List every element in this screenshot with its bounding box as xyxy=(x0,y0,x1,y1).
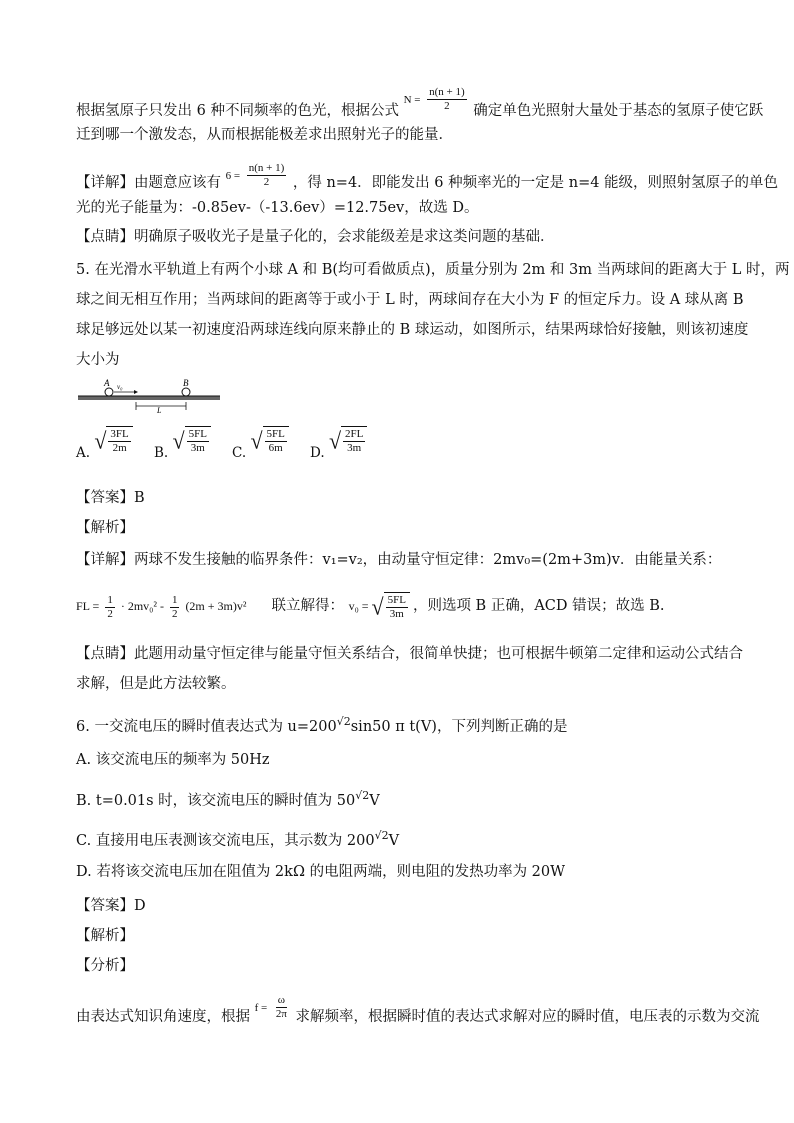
intro-line-2: 迁到哪一个激发态，从而根据能极差求出照射光子的能量． xyxy=(76,127,453,143)
label-l: L xyxy=(157,406,162,414)
option-d-den: 3m xyxy=(347,442,362,454)
q6-option-b-text: B. t=0.01s 时，该交流电压的瞬时值为 50 xyxy=(76,792,356,809)
q6-last-text-a: 由表达式知识角速度，根据 xyxy=(76,1008,250,1025)
q6-last-line xyxy=(76,994,760,1031)
q6-stem-b: sin50 π t(V)，下列判断正确的是 xyxy=(350,718,568,735)
q6-stem-a: 6. 一交流电压的瞬时值表达式为 u=200 xyxy=(76,718,337,735)
q6-answer: 【答案】D xyxy=(76,898,146,914)
formula-N-den: 2 xyxy=(444,100,450,112)
detail1-line-2: 光的光子能量为：-0.85ev-（-13.6ev）=12.75ev，故选 D。 xyxy=(76,200,479,216)
velocity-arrowhead xyxy=(134,390,138,394)
option-a-den: 2m xyxy=(112,442,127,454)
option-b-num: 5FL xyxy=(188,428,207,440)
formula-6-lhs: 6 = xyxy=(225,169,241,182)
q6-option-b-sqrt-2: 2 xyxy=(362,789,370,802)
option-c-sqrt: √ $\frac{5FL}{6m}$ xyxy=(250,426,288,456)
q6-option-b[interactable] xyxy=(76,786,380,811)
detail1-text-b: ，得 n=4．即能发出 6 种频率光的一定是 n=4 能级，则照射氢原子的单色 xyxy=(292,174,779,191)
q6-option-b-sqrt: √2 xyxy=(355,789,370,802)
option-a-sqrt: √ $\frac{3FL}{2m}$ xyxy=(94,426,132,456)
energy-tail: (2m + 3m)v² xyxy=(185,598,247,613)
intro-line-1 xyxy=(76,86,764,125)
v0-den: 3m xyxy=(389,608,404,620)
q5-analysis-heading: 【解析】 xyxy=(76,520,134,536)
option-b-den: 3m xyxy=(190,442,205,454)
track-surface xyxy=(78,396,220,400)
option-d-num: 2FL xyxy=(345,428,364,440)
option-c-den: 6m xyxy=(268,442,283,454)
q5-option-b[interactable] xyxy=(154,426,211,461)
q6-option-c-unit: V xyxy=(388,832,400,849)
intro-text-a: 根据氢原子只发出 6 种不同频率的色光，根据公式 xyxy=(76,102,399,119)
energy-half-den-1: 2 xyxy=(107,607,113,620)
q5-stem-line-3: 球足够远处以某一初速度沿两球连线向原来静止的 B 球运动，如图所示，结果两球恰好接触，则该初速度 xyxy=(76,322,749,338)
option-c-num: 5FL xyxy=(266,428,285,440)
detail1-text-a: 【详解】由题意应该有 xyxy=(76,174,221,191)
q5-detail-line-1: 【详解】两球不发生接触的临界条件：v₁=v₂，由动量守恒定律：2mv₀=(2m+3m)v．由能量关系： xyxy=(76,552,722,568)
formula-6 xyxy=(225,162,293,188)
q5-comment-line-1: 【点睛】此题用动量守恒定律与能量守恒关系结合，很简单快捷；也可根据牛顿第二定律和运动公式结合 xyxy=(76,646,743,662)
q6-option-b-unit: V xyxy=(369,792,380,809)
option-d-letter: D. xyxy=(310,444,325,461)
q5-v0-result: v₀ = √ $\frac{5FL}{3m}$ xyxy=(349,599,413,613)
q6-last-text-b: 求解频率，根据瞬时值的表达式求解对应的瞬时值，电压表的示数为交流 xyxy=(295,1008,760,1025)
q5-stem-line-2: 球之间无相互作用；当两球间的距离等于或小于 L 时，两球间存在大小为 F 的恒定斥力。设 A 球从离 B xyxy=(76,292,744,308)
label-a: A xyxy=(104,378,110,388)
v0-num: 5FL xyxy=(387,594,406,606)
q5-stem-line-4: 大小为 xyxy=(76,352,120,368)
formula-N-lhs: N = xyxy=(403,93,421,106)
q6-analysis-subheading: 【分析】 xyxy=(76,958,134,974)
q6-analysis-heading: 【解析】 xyxy=(76,928,134,944)
q6-stem-sqrt: √2 xyxy=(336,715,351,728)
detail1-line-1 xyxy=(76,162,779,197)
formula-N xyxy=(403,86,474,112)
q5-energy-formula xyxy=(76,593,249,620)
option-a-letter: A. xyxy=(76,444,91,461)
q6-stem xyxy=(76,712,567,737)
label-b: B xyxy=(183,378,189,388)
label-v0: v₀ xyxy=(117,383,123,391)
formula-N-num: n(n + 1) xyxy=(429,86,465,98)
q5-conclusion: ，则选项 B 正确，ACD 错误；故选 B. xyxy=(412,597,665,614)
formula-f-lhs: f = xyxy=(254,1001,268,1014)
formula-f-den: 2π xyxy=(275,1008,287,1020)
q5-stem-line-1: 5. 在光滑水平轨道上有两个小球 A 和 B(均可看做质点)，质量分别为 2m 和 3m 当两球间的距离大于 L 时，两 xyxy=(76,262,790,278)
q5-comment-line-2: 求解，但是此方法较繁。 xyxy=(76,676,236,692)
comment1-line: 【点睛】明确原子吸收光子是量子化的，会求能级差是求这类问题的基础． xyxy=(76,229,555,245)
q5-diagram xyxy=(76,374,224,414)
energy-lhs: FL = xyxy=(76,598,100,613)
q5-option-d[interactable] xyxy=(310,426,367,461)
energy-half-num-1: 1 xyxy=(107,593,113,606)
formula-f-num: ω xyxy=(277,994,286,1006)
q6-stem-sqrt-2: 2 xyxy=(343,715,351,728)
q5-option-c[interactable] xyxy=(232,426,289,461)
q6-option-c-sqrt-2: 2 xyxy=(381,829,389,842)
option-b-letter: B. xyxy=(154,444,169,461)
ball-a xyxy=(105,388,113,396)
formula-6-num: n(n + 1) xyxy=(248,162,285,174)
option-a-num: 3FL xyxy=(110,428,129,440)
q5-combined-solve-label: 联立解得： xyxy=(271,597,344,614)
q5-detail-line-2 xyxy=(76,592,665,622)
q5-option-a[interactable] xyxy=(76,426,133,461)
q6-option-a[interactable]: A. 该交流电压的频率为 50Hz xyxy=(76,752,270,768)
ball-b xyxy=(182,388,190,396)
q6-option-d[interactable]: D. 若将该交流电压加在阻值为 2kΩ 的电阻两端，则电阻的发热功率为 20W xyxy=(76,864,566,880)
q6-option-c-text: C. 直接用电压表测该交流电压，其示数为 200 xyxy=(76,832,375,849)
intro-text-b: 确定单色光照射大量处于基态的氢原子使它跃 xyxy=(473,102,764,119)
q6-option-c[interactable] xyxy=(76,826,399,851)
v0-lhs: v₀ = xyxy=(348,598,369,613)
option-d-sqrt: √ $\frac{2FL}{3m}$ xyxy=(329,426,367,456)
energy-mid: · 2mv₀² - xyxy=(120,598,164,613)
energy-half-den-2: 2 xyxy=(171,607,178,620)
q6-option-c-sqrt: √2 xyxy=(374,829,389,842)
option-b-sqrt: √ $\frac{5FL}{3m}$ xyxy=(173,426,211,456)
energy-half-num-2: 1 xyxy=(171,593,178,606)
q5-answer: 【答案】B xyxy=(76,490,145,506)
formula-f xyxy=(254,994,296,1020)
option-c-letter: C. xyxy=(232,444,247,461)
formula-6-den: 2 xyxy=(263,176,270,188)
